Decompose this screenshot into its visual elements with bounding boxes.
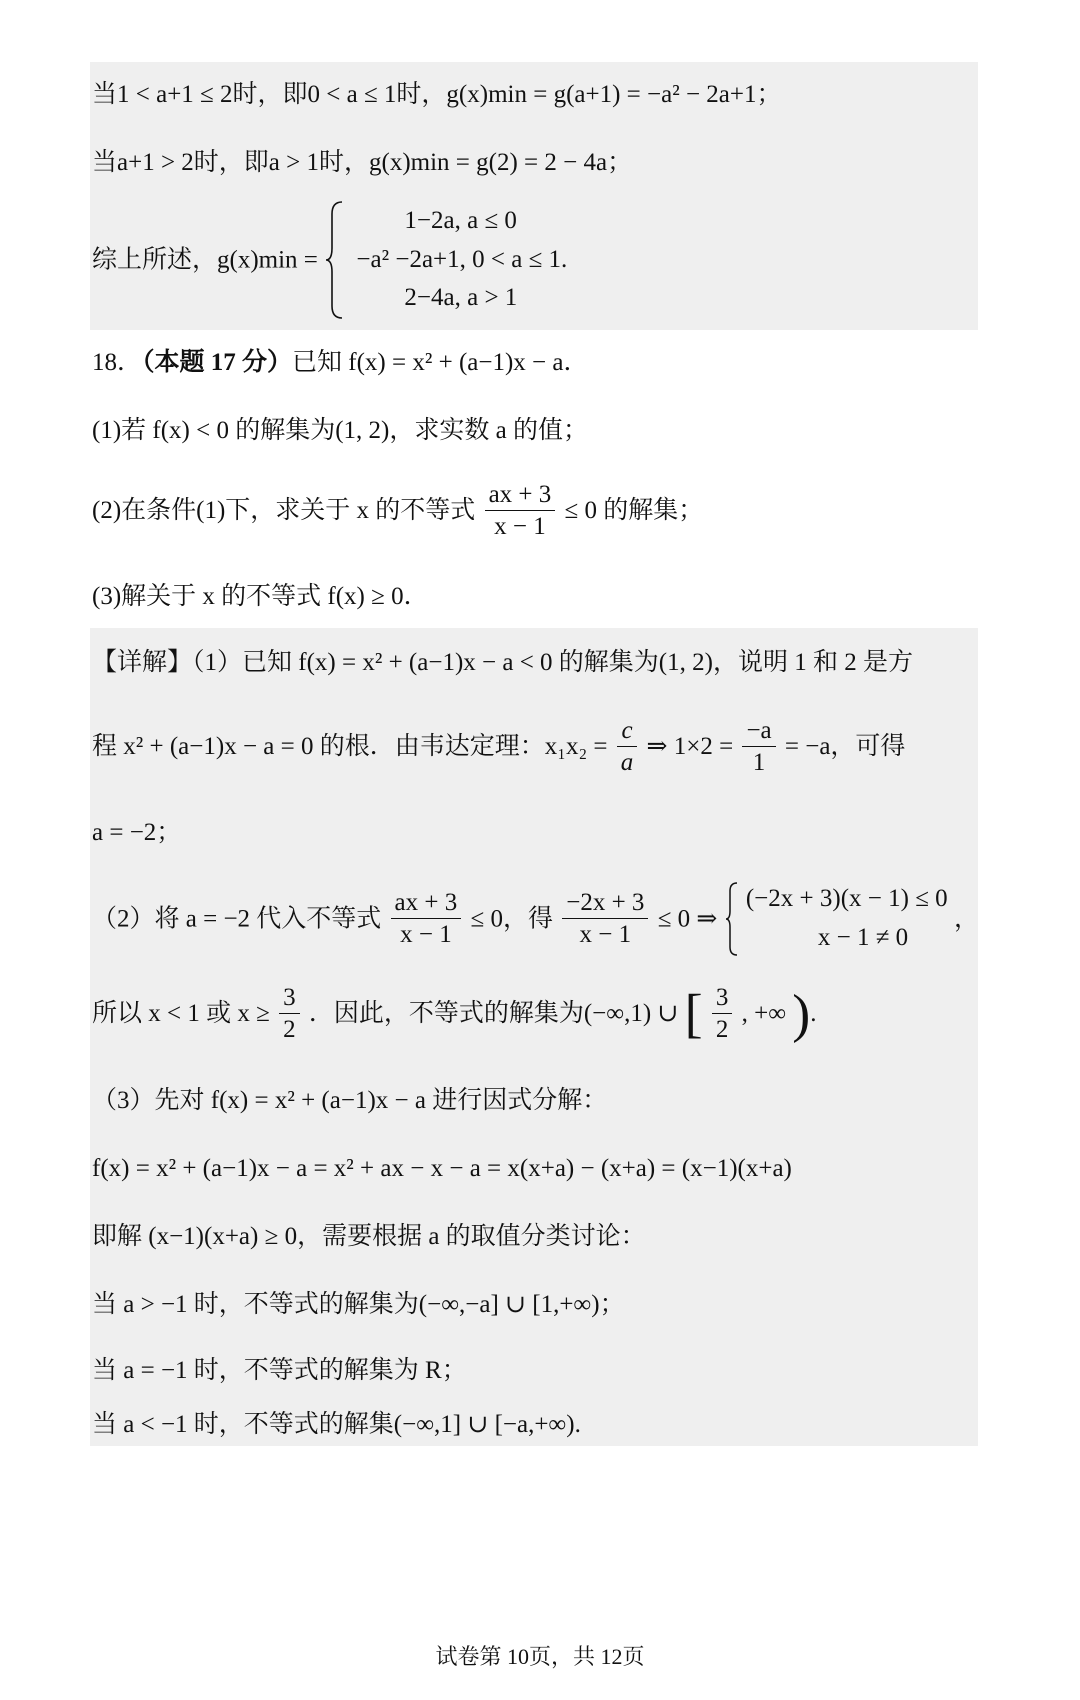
- left-brace-icon: [724, 881, 740, 957]
- fraction: [712, 985, 733, 1042]
- text-span: ．因此，不等式的解集为(−∞,1) ∪: [308, 1000, 679, 1027]
- question-2-suffix: ≤ 0 的解集；: [564, 497, 704, 524]
- numerator: 3: [712, 985, 733, 1014]
- piecewise-cases: [356, 202, 567, 318]
- text-span: 所以 x < 1 或 x ≥: [92, 1000, 270, 1027]
- system-item: (−2x + 3)(x − 1) ≤ 0: [745, 885, 948, 912]
- solution-part-3-line-5: 当 a = −1 时，不等式的解集为 R；: [92, 1357, 467, 1384]
- text-span: , +∞: [741, 1000, 787, 1027]
- solution-part-3-line-3: 即解 (x−1)(x+a) ≥ 0，需要根据 a 的取值分类讨论：: [92, 1223, 646, 1250]
- denominator: a: [620, 749, 634, 776]
- problem-header: [92, 348, 589, 378]
- text-span: = −a，可得: [784, 733, 906, 760]
- case-item: 2−4a, a > 1: [404, 284, 518, 312]
- system-of-inequalities: [746, 880, 948, 958]
- denominator: x − 1: [400, 921, 452, 949]
- left-bracket: [: [684, 983, 703, 1044]
- numerator: ax + 3: [485, 482, 556, 511]
- question-2-prefix: (2)在条件(1)下，求关于 x 的不等式: [92, 497, 476, 524]
- case-item: −a² −2a+1, 0 < a ≤ 1.: [356, 245, 568, 273]
- solution-part-3-line-6: 当 a < −1 时，不等式的解集(−∞,1] ∪ [−a,+∞).: [92, 1411, 581, 1438]
- numerator: c: [617, 718, 636, 747]
- case-line-1: 当1 < a+1 ≤ 2时，即0 < a ≤ 1时，g(x)min = g(a+1) = −a² − 2a+1；: [92, 81, 782, 108]
- summary-line: [92, 200, 567, 320]
- question-2: [92, 482, 703, 539]
- text-span: ≤ 0 ⇒: [657, 905, 718, 933]
- left-brace-icon: [324, 200, 346, 320]
- solution-part-1-line-1: 【详解】（1）已知 f(x) = x² + (a−1)x − a < 0 的解集为(1, 2)，说明 1 和 2 是方: [92, 649, 913, 676]
- fraction: [391, 890, 462, 947]
- text-span: 程 x² + (a−1)x − a = 0 的根．由韦达定理：x₁x₂ =: [92, 733, 608, 760]
- numerator: 3: [279, 985, 300, 1014]
- solution-part-2-line-2: [92, 985, 817, 1042]
- case-line-2: 当a+1 > 2时，即a > 1时，g(x)min = g(2) = 2 − 4a；: [92, 149, 633, 176]
- text-span: ，: [953, 905, 979, 933]
- text-span: ⇒ 1×2 =: [646, 733, 734, 760]
- numerator: −2x + 3: [562, 890, 648, 919]
- problem-statement: 已知 f(x) = x² + (a−1)x − a．: [292, 349, 589, 376]
- denominator: 2: [283, 1016, 296, 1043]
- solution-part-3-line-2: f(x) = x² + (a−1)x − a = x² + ax − x − a = x(x+a) − (x+a) = (x−1)(x+a): [92, 1155, 792, 1182]
- fraction: [617, 718, 638, 775]
- solution-part-2-line-1: [92, 880, 979, 958]
- page-footer: 试卷第 10页，共 12页: [435, 1644, 645, 1669]
- solution-part-1-line-2: [92, 718, 905, 775]
- fraction: [562, 890, 648, 947]
- solution-part-1-line-3: a = −2；: [92, 819, 182, 846]
- right-paren: ): [792, 983, 811, 1044]
- denominator: 1: [752, 749, 766, 776]
- text-span: （2）将 a = −2 代入不等式: [92, 905, 382, 933]
- numerator: −a: [742, 718, 775, 747]
- fraction: [279, 985, 300, 1042]
- summary-label: 综上所述，g(x)min =: [92, 246, 318, 274]
- question-3: (3)解关于 x 的不等式 f(x) ≥ 0．: [92, 583, 429, 610]
- problem-score: （本题 17 分）: [142, 349, 293, 376]
- problem-number: 18．: [92, 349, 143, 376]
- solution-part-3-line-1: （3）先对 f(x) = x² + (a−1)x − a 进行因式分解：: [92, 1087, 608, 1114]
- fraction: [485, 482, 556, 539]
- text-span: ≤ 0，得: [470, 905, 553, 933]
- system-item: x − 1 ≠ 0: [817, 923, 909, 951]
- numerator: ax + 3: [391, 890, 462, 919]
- fraction: [742, 718, 775, 775]
- denominator: x − 1: [494, 513, 546, 540]
- case-item: 1−2a, a ≤ 0: [404, 206, 517, 234]
- denominator: x − 1: [579, 921, 632, 949]
- solution-part-3-line-4: 当 a > −1 时，不等式的解集为(−∞,−a] ∪ [1,+∞)；: [92, 1291, 625, 1318]
- question-1: (1)若 f(x) < 0 的解集为(1, 2)，求实数 a 的值；: [92, 417, 588, 444]
- period: .: [810, 1000, 817, 1027]
- denominator: 2: [715, 1016, 729, 1043]
